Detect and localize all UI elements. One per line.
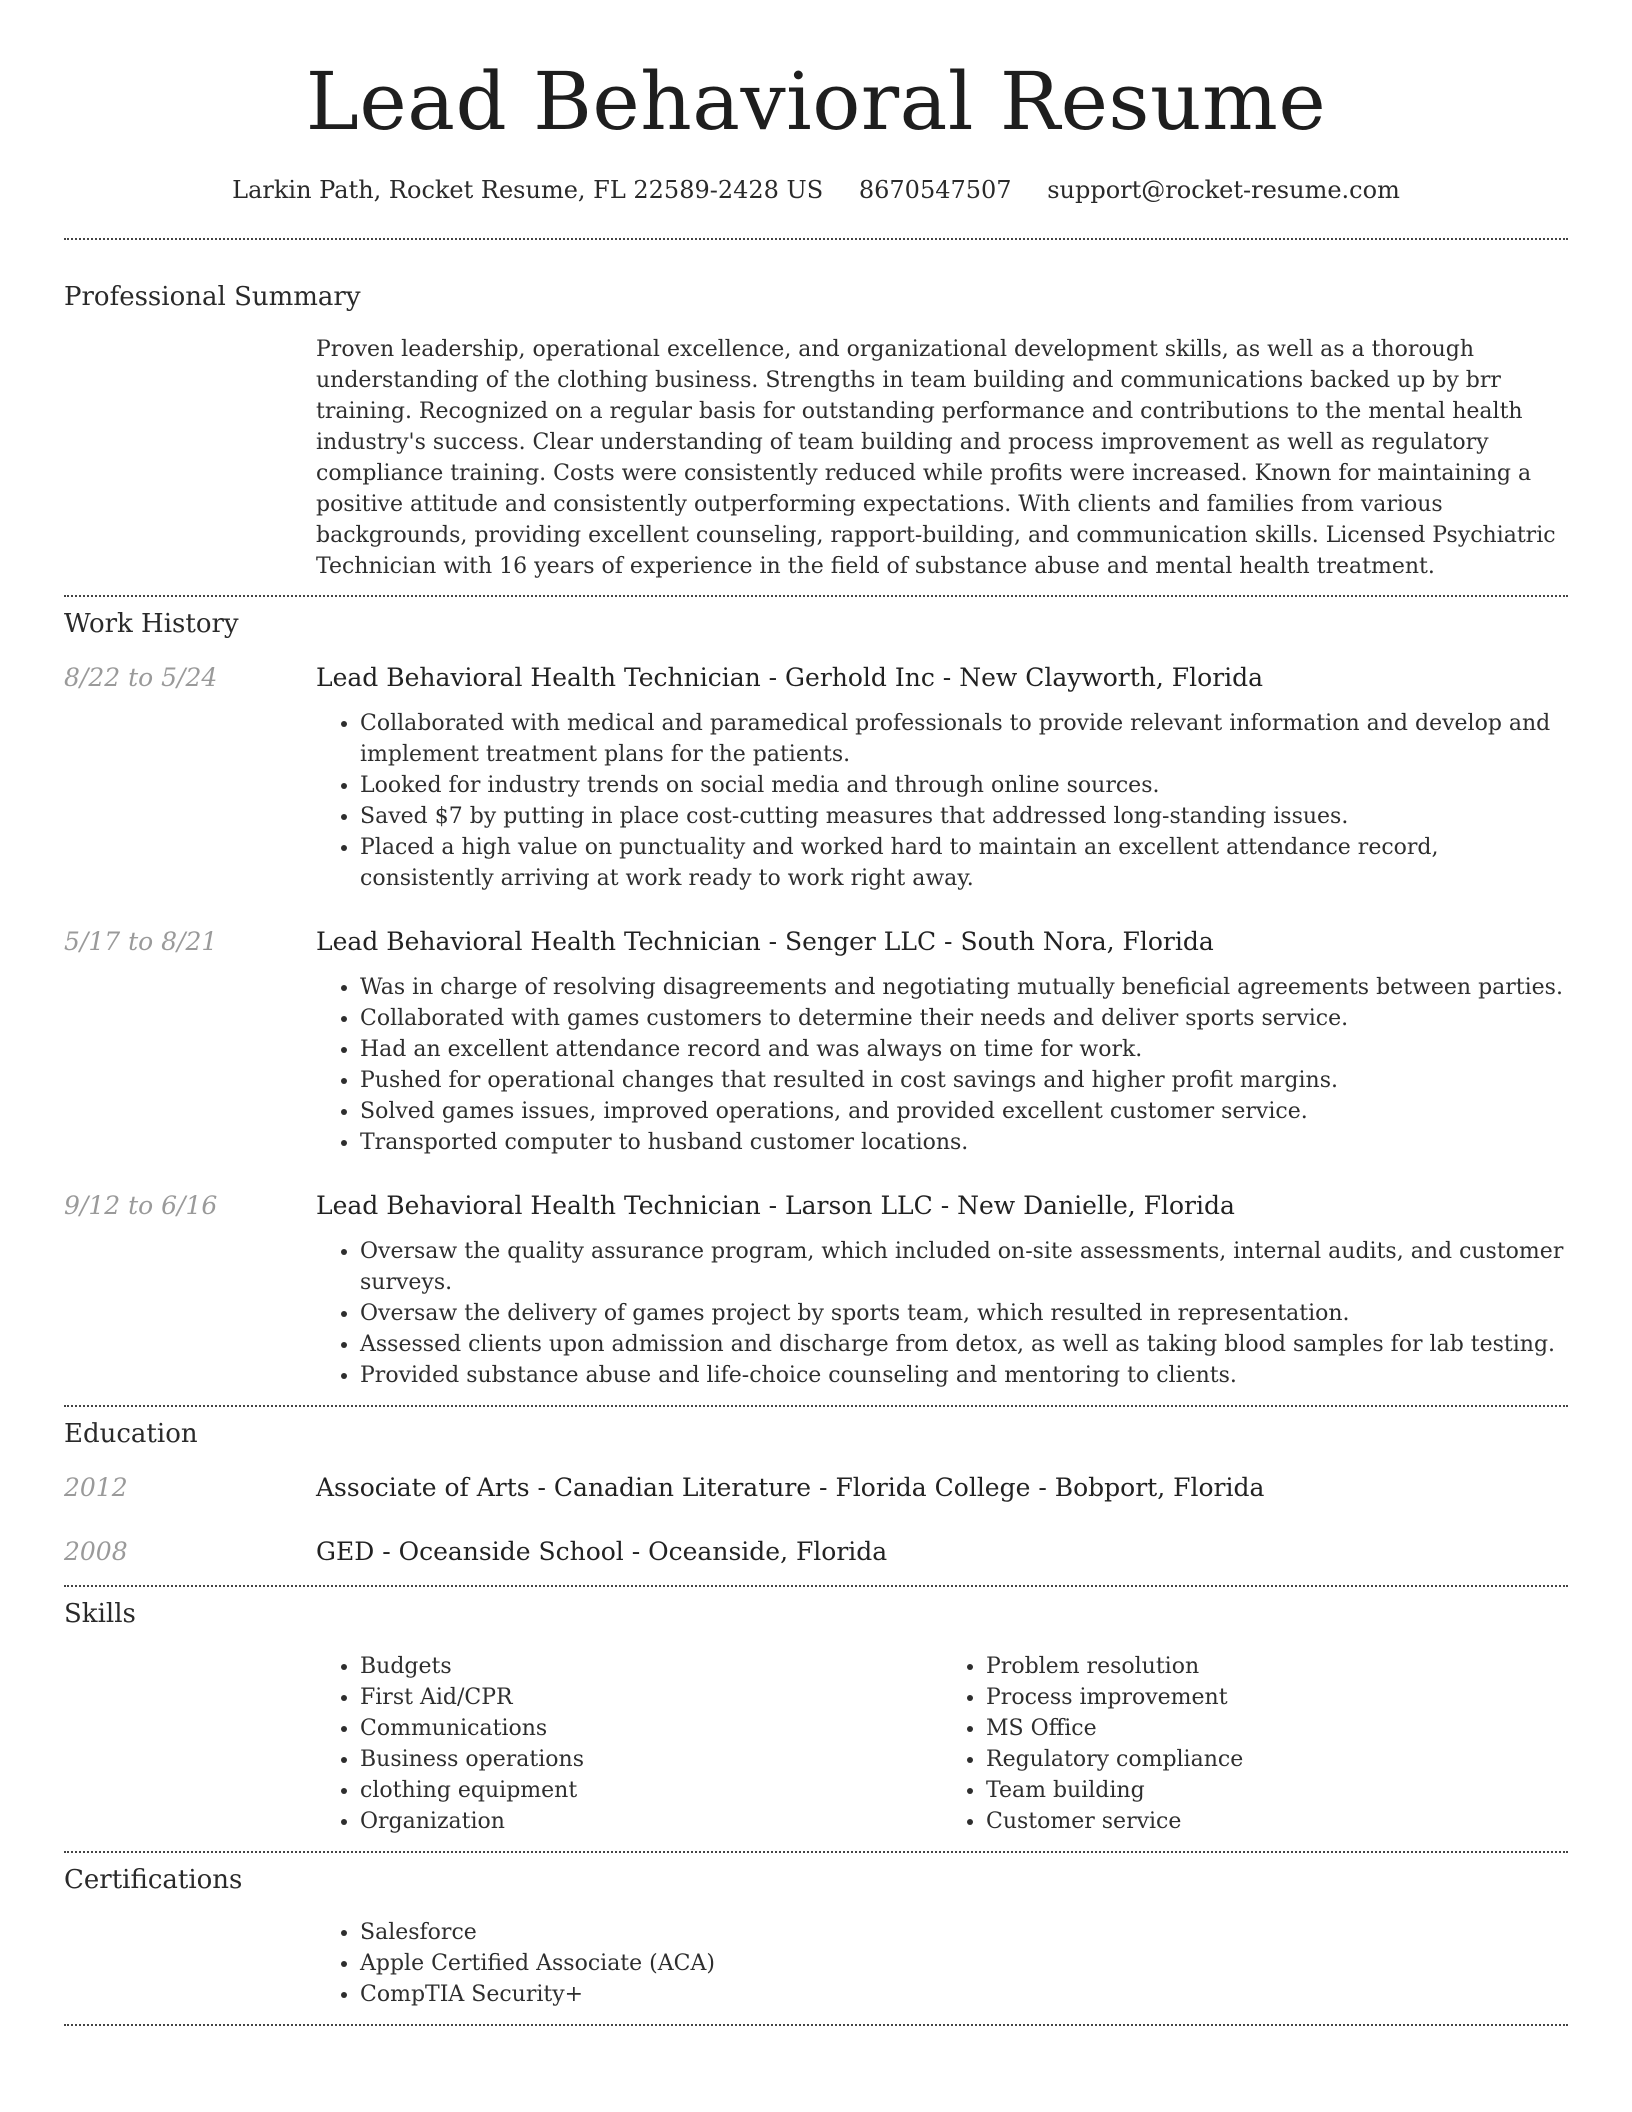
section-title-work: Work History <box>64 609 239 639</box>
certifications-column <box>316 1917 976 2010</box>
job-bullets <box>316 1236 1568 1391</box>
job-bullets <box>316 972 1568 1158</box>
section-title-summary: Professional Summary <box>64 282 361 312</box>
education-entry <box>64 1473 1568 1502</box>
education-entry <box>64 1537 1568 1566</box>
list-item: • Placed a high value on punctuality and worked hard to maintain an excellent attendance record, consistently arriving at work ready to work right away. <box>360 832 1568 894</box>
list-item: • MS Office <box>986 1713 1568 1744</box>
list-item: • Problem resolution <box>986 1651 1568 1682</box>
list-item: • Pushed for operational changes that resulted in cost savings and higher profit margins. <box>360 1065 1568 1096</box>
summary-text: Proven leadership, operational excellence, and organizational development skills, as well as a thorough understanding of the clothing business. Strengths in team building and communications backed up by brr training. Recognized on a regular basis for outstanding performance and contributions to the mental health industry's success. Clear understanding of team building and process improvement as well as regulatory compliance training. Costs were consistently reduced while profits were increased. Known for maintaining a positive attitude and consistently outperforming expectations. With clients and families from various backgrounds, providing excellent counseling, rapport-building, and communication skills. Licensed Psychiatric Technician with 16 years of experience in the field of substance abuse and mental health treatment. <box>316 337 1556 579</box>
list-item: • Assessed clients upon admission and discharge from detox, as well as taking blood samples for lab testing. <box>360 1329 1568 1360</box>
education-text: Associate of Arts - Canadian Literature - Florida College - Bobport, Florida <box>316 1473 1265 1502</box>
list-item: • Apple Certified Associate (ACA) <box>360 1948 976 1979</box>
list-item: • CompTIA Security+ <box>360 1979 976 2010</box>
education-text: GED - Oceanside School - Oceanside, Florida <box>316 1537 888 1566</box>
divider <box>64 1851 1568 1853</box>
list-item: • Oversaw the delivery of games project by sports team, which resulted in representation. <box>360 1298 1568 1329</box>
list-item: • Customer service <box>986 1806 1568 1837</box>
job-title: Lead Behavioral Health Technician - Larson LLC - New Danielle, Florida <box>316 1191 1235 1220</box>
job-dates: 9/12 to 6/16 <box>64 1191 218 1220</box>
divider <box>64 1585 1568 1587</box>
list-item: • Looked for industry trends on social media and through online sources. <box>360 770 1568 801</box>
list-item: • Communications <box>360 1713 942 1744</box>
job-dates: 8/22 to 5/24 <box>64 663 218 692</box>
resume-title: Lead Behavioral Resume <box>305 55 1327 148</box>
divider <box>64 238 1568 240</box>
contact-line <box>64 176 1568 204</box>
job-dates: 5/17 to 8/21 <box>64 927 218 956</box>
list-item: • Budgets <box>360 1651 942 1682</box>
job-title: Lead Behavioral Health Technician - Gerhold Inc - New Clayworth, Florida <box>316 663 1264 692</box>
divider <box>64 595 1568 597</box>
job-entry <box>64 1191 1568 1391</box>
list-item: • Oversaw the quality assurance program, which included on-site assessments, internal audits, and customer surveys. <box>360 1236 1568 1298</box>
list-item: • Solved games issues, improved operations, and provided excellent customer service. <box>360 1096 1568 1127</box>
divider <box>64 2024 1568 2026</box>
list-item: • Salesforce <box>360 1917 976 1948</box>
section-title-certifications: Certifications <box>64 1865 243 1895</box>
list-item: • Had an excellent attendance record and was always on time for work. <box>360 1034 1568 1065</box>
job-bullets <box>316 708 1568 894</box>
job-entry <box>64 927 1568 1158</box>
list-item: • Collaborated with games customers to determine their needs and deliver sports service. <box>360 1003 1568 1034</box>
section-title-education: Education <box>64 1419 198 1449</box>
job-entry <box>64 663 1568 894</box>
section-title-skills: Skills <box>64 1599 136 1629</box>
certifications-list <box>316 1917 1568 2010</box>
list-item: • Organization <box>360 1806 942 1837</box>
list-item: • Business operations <box>360 1744 942 1775</box>
list-item: • clothing equipment <box>360 1775 942 1806</box>
phone: 8670547507 <box>858 176 1012 204</box>
email: support@rocket-resume.com <box>1047 176 1400 204</box>
list-item: • Collaborated with medical and paramedical professionals to provide relevant information and develop and implement treatment plans for the patients. <box>360 708 1568 770</box>
skills-column-left <box>316 1651 942 1837</box>
skills-list <box>316 1651 1568 1837</box>
skills-column-right <box>942 1651 1568 1837</box>
education-year: 2008 <box>64 1537 128 1566</box>
list-item: • Saved $7 by putting in place cost-cutting measures that addressed long-standing issues. <box>360 801 1568 832</box>
address: Larkin Path, Rocket Resume, FL 22589-2428 US <box>232 176 824 204</box>
list-item: • Provided substance abuse and life-choice counseling and mentoring to clients. <box>360 1360 1568 1391</box>
list-item: • Process improvement <box>986 1682 1568 1713</box>
divider <box>64 1405 1568 1407</box>
list-item: • First Aid/CPR <box>360 1682 942 1713</box>
job-title: Lead Behavioral Health Technician - Senger LLC - South Nora, Florida <box>316 927 1214 956</box>
education-year: 2012 <box>64 1473 128 1502</box>
list-item: • Was in charge of resolving disagreements and negotiating mutually beneficial agreements between parties. <box>360 972 1568 1003</box>
list-item: • Regulatory compliance <box>986 1744 1568 1775</box>
list-item: • Transported computer to husband customer locations. <box>360 1127 1568 1158</box>
list-item: • Team building <box>986 1775 1568 1806</box>
